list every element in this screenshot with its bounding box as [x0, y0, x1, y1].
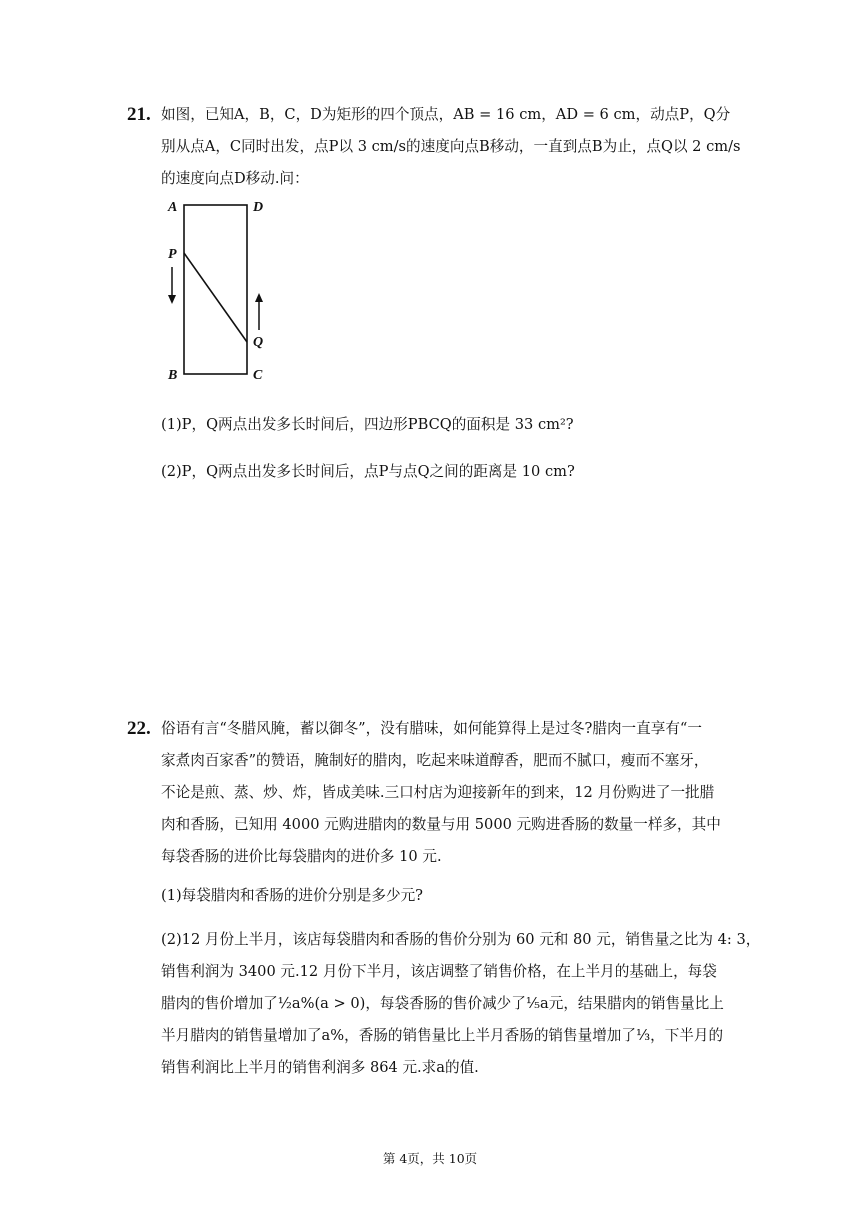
question-21-stem — [161, 99, 741, 195]
question-22-part-2 — [161, 924, 761, 1084]
question-22-line-1: 俗语有言“冬腊风腌，蓄以御冬”，没有腊味，如何能算得上是过冬?腊肉一直享有“一 — [161, 720, 702, 737]
question-22-part-2-line-2: 销售利润为 3400 元.12 月份下半月，该店调整了销售价格，在上半月的基础上，每袋 — [161, 963, 717, 980]
question-22-line-4: 肉和香肠，已知用 4000 元购进腊肉的数量与用 5000 元购进香肠的数量一样多，其中 — [161, 816, 721, 833]
question-22-line-2: 家煮肉百家香”的赞语，腌制好的腊肉，吃起来味道醇香，肥而不腻口，瘦而不塞牙， — [161, 752, 709, 769]
question-21-part-2: (2)P，Q两点出发多长时间后，点P与点Q之间的距离是 10 cm? — [161, 463, 575, 480]
page-footer: 第 4页，共 10页 — [382, 1151, 478, 1166]
question-22-stem — [161, 713, 733, 873]
label-c: C — [253, 368, 263, 383]
label-a: A — [168, 200, 178, 215]
question-21-line-3: 的速度向点D移动.问： — [161, 170, 309, 187]
rectangle-abcd — [184, 205, 247, 374]
label-q: Q — [253, 335, 264, 350]
label-p: P — [168, 247, 177, 262]
label-b: B — [168, 368, 178, 383]
question-21-number: 21. — [127, 104, 151, 125]
question-22-part-1: (1)每袋腊肉和香肠的进价分别是多少元? — [161, 887, 423, 904]
question-22-part-2-line-3: 腊肉的售价增加了½a%(a > 0)，每袋香肠的售价减少了⅕a元，结果腊肉的销售量比上 — [161, 995, 724, 1012]
question-22-part-2-line-1: (2)12 月份上半月，该店每袋腊肉和香肠的售价分别为 60 元和 80 元，销售量之比为 4: 3， — [161, 931, 761, 948]
question-21-line-2: 别从点A，C同时出发，点P以 3 cm/s的速度向点B移动，一直到点B为止，点Q以 2 cm/s — [161, 138, 741, 155]
question-22-number: 22. — [127, 718, 151, 739]
question-22-line-3: 不论是煎、蒸、炒、炸，皆成美味.三口村店为迎接新年的到来，12 月份购进了一批腊 — [161, 784, 715, 801]
question-22-part-2-line-4: 半月腊肉的销售量增加了a%，香肠的销售量比上半月香肠的销售量增加了⅓，下半月的 — [161, 1027, 724, 1044]
arrow-up-icon — [255, 293, 263, 302]
question-21-line-1: 如图，已知A，B，C，D为矩形的四个顶点，AB = 16 cm，AD = 6 cm，动点P，Q分 — [161, 106, 731, 123]
arrow-down-icon — [168, 295, 176, 304]
question-22-part-2-line-5: 销售利润比上半月的销售利润多 864 元.求a的值. — [161, 1059, 479, 1076]
label-d: D — [253, 200, 264, 215]
rectangle-figure — [160, 195, 270, 385]
segment-pq — [184, 253, 247, 342]
question-21-part-1: (1)P，Q两点出发多长时间后，四边形PBCQ的面积是 33 cm²? — [161, 416, 574, 433]
question-22-line-5: 每袋香肠的进价比每袋腊肉的进价多 10 元. — [161, 848, 442, 865]
